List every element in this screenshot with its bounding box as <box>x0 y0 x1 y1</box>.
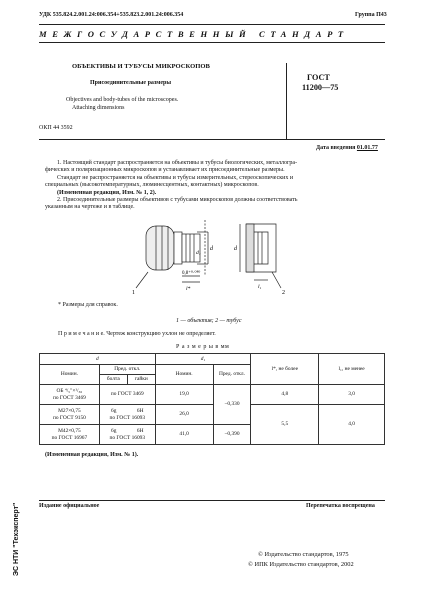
col-d1-nominal: Номин. <box>155 365 213 385</box>
table-row: ОБ ⁴/₅″×¹/₃₆ по ГОСТ 3469 по ГОСТ 3469 19,0 −0,330 4,8 3,0 <box>40 385 385 405</box>
official-edition: Издание официальное <box>39 503 100 509</box>
dim-d: d <box>210 246 213 252</box>
callout-2: 2 <box>282 290 285 296</box>
table-row: М27×0,75 по ГОСТ 9150 6g 6H по ГОСТ 16093 26,0 5,5 4,0 <box>40 405 385 425</box>
header-rule-top <box>39 24 385 25</box>
udk-code: УДК 535.824.2.001.24:006.354+535.823.2.001.24:006.354 <box>39 12 184 18</box>
col-d1: d₁ <box>155 354 251 365</box>
doc-title: ОБЪЕКТИВЫ И ТУБУСЫ МИКРОСКОПОВ <box>72 63 210 70</box>
col-nut: гайки <box>127 375 155 385</box>
doc-subtitle: Присоединительные размеры <box>90 80 172 86</box>
group-code: Группа П43 <box>355 12 387 18</box>
col-l1-min: l₁, не менее <box>319 354 385 385</box>
drawing-legend: 1 — объектив; 2 — тубус <box>176 318 242 324</box>
reprint-prohibited: Перепечатка воспрещена <box>306 503 375 509</box>
objective-shoulder <box>174 232 182 264</box>
objective-thread <box>182 234 200 262</box>
footer-rule <box>39 500 385 501</box>
col-l-max: l*, не более <box>251 354 319 385</box>
title-bottom-rule <box>39 139 385 140</box>
attachment-drawing <box>126 210 316 296</box>
title-en-2: Attaching dimensions <box>72 105 125 111</box>
col-d: d <box>40 354 156 365</box>
objective-knurl <box>146 226 174 270</box>
side-stamp: ЭС НТИ "Техэксперт" <box>13 502 20 576</box>
footnote-reference: * Размеры для справок. <box>58 302 118 308</box>
banner-title: МЕЖГОСУДАРСТВЕННЫЙ СТАНДАРТ <box>39 29 349 39</box>
tube-wall <box>246 224 254 272</box>
copyright-1975: © Издательство стандартов, 1975 <box>258 551 349 558</box>
dims-caption: Р а з м е р ы в мм <box>176 344 230 350</box>
callout-1: 1 <box>132 290 135 296</box>
col-d-deviation: Пред. откл. <box>99 365 155 375</box>
dimensions-table <box>39 353 385 445</box>
dim-d1: d₁ <box>196 250 201 256</box>
col-d-nominal: Номин. <box>40 365 100 385</box>
dim-d-tube: d <box>234 246 237 252</box>
col-d1-deviation: Пред. откл. <box>213 365 251 385</box>
title-vertical-rule <box>286 63 287 139</box>
table-row: М42×0,75 по ГОСТ 16967 6g 6H по ГОСТ 16093 41,0 −0,390 <box>40 425 385 445</box>
col-bolt: болта <box>99 375 127 385</box>
copyright-2002: © ИПК Издательство стандартов, 2002 <box>248 561 354 568</box>
gost-label: ГОСТ <box>307 73 330 82</box>
dim-l1: l₁ <box>258 284 262 290</box>
paragraph-1: 1. Настоящий стандарт распространяется на объективы и тубусы биологических, металлогра- фических и поляризационных микроскопов и устанавливает их присоединительные размеры. Стандарт не распространяется на объективы и тубусы измерительных, стереоскопических и специальных (высокотемпературных, люминесцентных, контактных) микроскопов. (Измененная редакция, Изм. № 1, 2). 2. Присоединительные размеры объективов с тубусами микроскопов должны соответствовать указанным на чертеже и в таблице. <box>45 160 298 211</box>
dim-lstar: l* <box>186 286 191 292</box>
okp-code: ОКП 44 3592 <box>39 125 73 131</box>
intro-date: Дата введения 01.01.77 <box>316 145 378 151</box>
gost-number: 11200—75 <box>302 83 339 92</box>
header-rule-bottom <box>39 42 385 43</box>
edition-note: (Измененная редакция, Изм. № 1). <box>45 452 139 458</box>
dim-chamfer: 0,8⁺⁰·⁰⁸⁰ <box>182 271 201 276</box>
drawing-note: П р и м е ч а н и е. Чертеж конструкцию ухлон не определяет. <box>58 331 216 337</box>
title-en-1: Objectives and body-tubes of the microscopes. <box>66 97 179 103</box>
